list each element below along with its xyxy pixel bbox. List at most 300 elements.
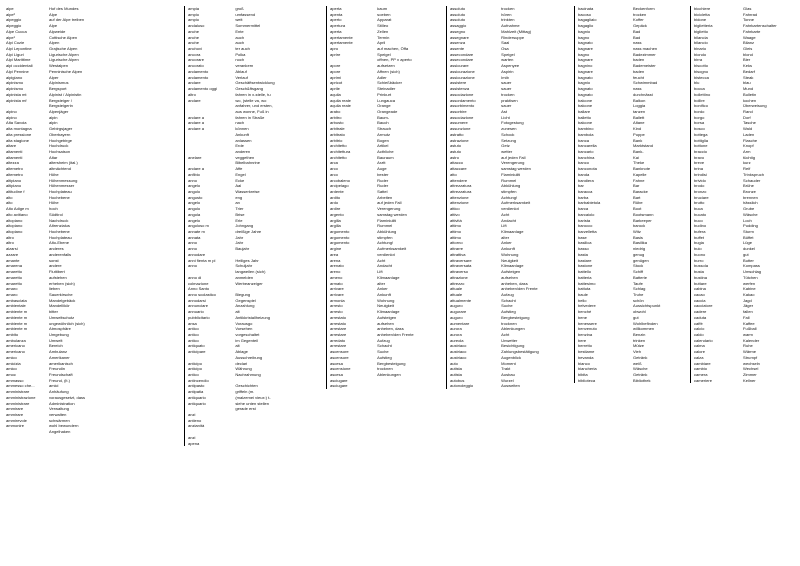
dictionary-entry: bustina bbox=[694, 274, 708, 280]
dictionary-entry: Barkeeper bbox=[633, 217, 652, 223]
dictionary-entry: bidone bbox=[694, 17, 707, 23]
dictionary-entry: andare a bbox=[188, 114, 204, 120]
dictionary-entry: alt bbox=[235, 309, 240, 315]
dictionary-entry: barocco bbox=[578, 223, 593, 229]
dictionary-entry: bagaglio bbox=[578, 23, 594, 29]
dictionary-entry: Klimaanlage bbox=[501, 263, 524, 269]
dictionary-entry: Alpweide bbox=[49, 28, 66, 34]
dictionary-entry: arbitrale bbox=[330, 126, 345, 132]
dictionary-entry: astratto bbox=[450, 131, 464, 137]
dictionary-entry: Bogen bbox=[377, 137, 389, 143]
dictionary-entry: willkommen bbox=[633, 326, 655, 332]
dictionary-entry: trinken bbox=[633, 337, 646, 343]
translation-subcolumn-3a bbox=[633, 6, 688, 383]
dictionary-entry: alpi occidentali bbox=[6, 63, 33, 69]
dictionary-entry: attuale bbox=[450, 291, 463, 297]
dictionary-entry: associazione bbox=[450, 114, 474, 120]
dictionary-entry: Wohlbefinden bbox=[633, 320, 658, 326]
dictionary-entry: sonst bbox=[49, 257, 59, 263]
dictionary-entry: astuto bbox=[450, 143, 462, 149]
dictionary-entry: Strauch bbox=[377, 126, 392, 132]
dictionary-entry: bottega bbox=[694, 131, 708, 137]
dictionary-entry: amministrare bbox=[6, 400, 30, 406]
dictionary-entry: Rübe bbox=[633, 200, 643, 206]
dictionary-entry: auguro bbox=[450, 314, 463, 320]
dictionary-entry: bagnato bbox=[578, 74, 593, 80]
dictionary-entry: balcone bbox=[578, 120, 593, 126]
dictionary-entry: Ankunft bbox=[377, 291, 391, 297]
dictionary-entry: annodare bbox=[188, 251, 206, 257]
dictionary-entry: Ablauf bbox=[235, 68, 247, 74]
dictionary-entry: Neuigkeit bbox=[377, 303, 395, 309]
dictionary-entry: Ausschreibung bbox=[235, 354, 263, 360]
dictionary-entry: bagagliaio bbox=[578, 17, 597, 23]
dictionary-entry: Brühe bbox=[743, 183, 754, 189]
dictionary-entry: Grube bbox=[743, 206, 755, 212]
dictionary-entry: Hof des Mundes bbox=[49, 6, 79, 11]
dictionary-entry: assegnare bbox=[450, 34, 469, 40]
dictionary-entry: anticipo bbox=[188, 366, 202, 372]
dictionary-entry: Verlauf bbox=[235, 74, 248, 80]
dictionary-entry: Fall bbox=[743, 314, 750, 320]
dictionary-entry: anno bbox=[188, 246, 198, 252]
dictionary-entry: Anzahlung bbox=[235, 303, 255, 309]
dictionary-entry: aurora bbox=[450, 331, 462, 337]
dictionary-entry: Orangeade bbox=[377, 108, 398, 114]
dictionary-entry: attendere bbox=[450, 177, 468, 183]
dictionary-entry: astro bbox=[450, 154, 459, 160]
dictionary-entry: Arbeiten bbox=[377, 194, 393, 200]
dictionary-entry: buffet bbox=[694, 234, 705, 240]
dictionary-entry: Baracke bbox=[633, 189, 648, 194]
dictionary-entry: Wärme bbox=[743, 349, 757, 355]
dictionary-entry: berretto bbox=[578, 343, 592, 349]
dictionary-entry: Kaffee bbox=[743, 320, 755, 326]
dictionary-entry: wo, (stelle va, wo bbox=[235, 97, 267, 103]
dictionary-entry: Zimmer bbox=[743, 372, 757, 377]
dictionary-entry: stimpfen bbox=[377, 234, 393, 240]
dictionary-entry: Gegenspiel bbox=[235, 297, 256, 303]
dictionary-entry: amico bbox=[6, 366, 17, 372]
dictionary-entry: Wäsche bbox=[633, 366, 648, 372]
dictionary-entry: Sattel bbox=[377, 189, 388, 194]
dictionary-entry: budino bbox=[694, 223, 707, 229]
dictionary-entry: barista bbox=[578, 217, 591, 223]
dictionary-entry: alpino bbox=[6, 114, 17, 120]
dictionary-entry: Ecke bbox=[235, 177, 245, 183]
dictionary-entry: Alper bbox=[49, 74, 59, 80]
dictionary-entry: alpinismo bbox=[6, 80, 24, 86]
dictionary-entry: Reif bbox=[743, 166, 751, 172]
dictionary-entry: anzianità bbox=[188, 423, 205, 429]
dictionary-entry: bere bbox=[578, 337, 587, 343]
dictionary-entry: altopiano bbox=[6, 229, 23, 235]
dictionary-entry: Armutz bbox=[377, 131, 390, 137]
dictionary-entry: auf machen, Öffa bbox=[377, 46, 409, 52]
dictionary-entry: bufera bbox=[694, 229, 706, 235]
dictionary-entry: Schuljahr bbox=[235, 263, 253, 269]
dictionary-entry: Werbeanzeiger bbox=[235, 280, 263, 286]
dictionary-entry: barzelletta bbox=[578, 229, 597, 235]
dictionary-entry: Aufzug bbox=[377, 337, 390, 343]
dictionary-entry: Aal bbox=[235, 183, 242, 189]
dictionary-entry: asciugare bbox=[330, 377, 348, 383]
dictionary-entry: bagno bbox=[578, 51, 590, 57]
dictionary-entry: cacao bbox=[694, 291, 705, 297]
dictionary-entry: aquila reale bbox=[330, 103, 351, 109]
dictionary-entry: griffeln (m. bbox=[235, 389, 255, 395]
dictionary-entry: assente bbox=[450, 46, 465, 52]
dictionary-entry: veggethen bbox=[235, 154, 255, 160]
dictionary-entry: bastare bbox=[578, 257, 592, 263]
dictionary-entry: Bergbesteigung bbox=[377, 360, 406, 366]
dictionary-entry: Altane bbox=[633, 120, 645, 126]
dictionary-entry: americano bbox=[6, 349, 25, 355]
dictionary-column-4 bbox=[446, 6, 574, 389]
dictionary-entry: ardito bbox=[330, 194, 341, 200]
dictionary-entry: Loggia bbox=[633, 103, 646, 109]
dictionary-entry: autonoleggio bbox=[450, 383, 474, 389]
dictionary-entry: andamento bbox=[188, 74, 209, 80]
dictionary-entry: amaretto bbox=[6, 274, 22, 280]
dictionary-entry: Gepäck bbox=[633, 23, 647, 29]
dictionary-entry: Stilleo bbox=[377, 23, 389, 29]
dictionary-entry: Kapelle bbox=[633, 171, 647, 177]
dictionary-entry: Bademeister bbox=[633, 63, 656, 69]
dictionary-entry: weit bbox=[235, 17, 243, 23]
dictionary-entry: Batterie bbox=[633, 274, 647, 280]
dictionary-entry: attrazione bbox=[450, 274, 468, 280]
dictionary-entry: anmelden bbox=[235, 274, 254, 280]
dictionary-entry: Angelhaken bbox=[49, 429, 71, 435]
dictionary-entry: amaretto bbox=[6, 280, 22, 286]
dictionary-entry: Alto Adige m bbox=[6, 206, 29, 212]
headword-subcolumn-1b bbox=[188, 6, 235, 446]
dictionary-entry: arrestato bbox=[330, 320, 346, 326]
dictionary-entry: trinkten bbox=[501, 17, 515, 23]
headword-subcolumn-2b bbox=[450, 6, 501, 389]
dictionary-entry: Währung bbox=[235, 366, 252, 372]
dictionary-entry: Erde bbox=[235, 143, 244, 149]
dictionary-entry: cambiare bbox=[694, 360, 711, 366]
dictionary-entry: Acht bbox=[501, 331, 510, 337]
dictionary-entry: buttare bbox=[694, 280, 707, 286]
dictionary-entry: Sauerkirsche bbox=[49, 291, 73, 297]
dictionary-entry: anderes bbox=[49, 246, 64, 252]
translation-subcolumn-1b bbox=[235, 6, 324, 412]
dictionary-entry: bevanda bbox=[578, 354, 594, 360]
dictionary-entry: aufsehen bbox=[377, 320, 394, 326]
dictionary-entry: Mütze bbox=[633, 343, 645, 349]
dictionary-entry: Alpen bbox=[49, 40, 60, 46]
dictionary-entry: arrivare bbox=[330, 291, 344, 297]
dictionary-entry: brennen bbox=[743, 194, 758, 200]
dictionary-entry: genug bbox=[633, 251, 645, 257]
dictionary-entry: bancario bbox=[578, 148, 594, 154]
dictionary-entry: arco bbox=[330, 166, 338, 172]
dictionary-entry: amaretto bbox=[6, 269, 22, 275]
dictionary-entry: argine bbox=[330, 246, 342, 252]
dictionary-entry: Klimaanlage bbox=[501, 229, 524, 235]
dictionary-entry: nach bbox=[235, 120, 245, 126]
dictionary-entry: bugia bbox=[694, 240, 704, 246]
dictionary-entry: Büffet bbox=[743, 234, 754, 240]
dictionary-entry: amaro bbox=[6, 286, 18, 292]
dictionary-entry: bravo bbox=[694, 154, 705, 160]
dictionary-entry: Bulletin bbox=[743, 91, 757, 97]
dictionary-entry: Balkon bbox=[633, 97, 646, 103]
dictionary-entry: Bergsteigerin bbox=[49, 103, 73, 109]
dictionary-column-6 bbox=[690, 6, 796, 383]
dictionary-entry: attività bbox=[450, 217, 462, 223]
dictionary-entry: Rand bbox=[743, 108, 753, 114]
translation-subcolumn-3b bbox=[743, 6, 794, 383]
dictionary-entry: austriaco bbox=[450, 354, 467, 360]
dictionary-entry: caduta bbox=[694, 314, 707, 320]
dictionary-entry: attrezzatura bbox=[450, 189, 472, 194]
dictionary-entry: annata bbox=[188, 234, 201, 240]
dictionary-entry: stimpfen bbox=[501, 189, 517, 194]
dictionary-entry: amerikanisch bbox=[49, 360, 73, 366]
dictionary-entry: ambientale bbox=[6, 303, 26, 309]
dictionary-entry: aprire bbox=[330, 51, 341, 57]
dictionary-entry: bester bbox=[377, 171, 389, 177]
dictionary-entry: caldo bbox=[694, 331, 704, 337]
dictionary-entry: Amerikaner bbox=[49, 354, 70, 360]
dictionary-entry: Aufzug bbox=[501, 291, 514, 297]
dictionary-entry: attaccare bbox=[450, 166, 467, 172]
dictionary-entry: attrarre bbox=[450, 246, 464, 252]
dictionary-entry: aumentare bbox=[450, 320, 470, 326]
dictionary-entry: biglietteria bbox=[694, 23, 713, 29]
dictionary-entry: Altrenzialus bbox=[49, 223, 70, 229]
dictionary-entry: verwalten bbox=[49, 412, 67, 418]
dictionary-entry: arredato bbox=[330, 337, 346, 343]
dictionary-entry: Termin bbox=[377, 34, 390, 40]
dictionary-entry: Wäsche bbox=[743, 211, 758, 217]
dictionary-entry: caffè bbox=[694, 320, 703, 326]
dictionary-entry: Theke bbox=[633, 160, 645, 166]
dictionary-entry: anheben/den Frente bbox=[501, 286, 538, 292]
dictionary-entry: bosco bbox=[694, 126, 705, 132]
dictionary-entry: Bauch bbox=[377, 120, 389, 126]
dictionary-entry: aurora bbox=[450, 326, 462, 332]
dictionary-entry: Freundin bbox=[49, 366, 65, 372]
dictionary-entry: Schacht bbox=[377, 343, 392, 349]
dictionary-entry: amicizia bbox=[6, 360, 21, 366]
dictionary-entry: arco bbox=[330, 171, 338, 177]
dictionary-entry: Puppe bbox=[633, 131, 645, 137]
dictionary-entry: gerade erst bbox=[235, 406, 256, 412]
dictionary-entry: Alpi Lepontine bbox=[6, 46, 32, 52]
dictionary-entry: baracca bbox=[578, 189, 593, 194]
dictionary-entry: kochen bbox=[743, 97, 757, 103]
dictionary-entry: Geschäftsentwicklung bbox=[235, 80, 275, 86]
dictionary-entry: Johngang bbox=[235, 223, 254, 229]
dictionary-entry: angelo bbox=[188, 200, 201, 206]
dictionary-entry: Bedarf bbox=[743, 68, 755, 74]
dictionary-entry: April bbox=[377, 40, 386, 46]
dictionary-entry: bussola bbox=[694, 263, 708, 269]
dictionary-entry: Keks bbox=[743, 63, 753, 69]
dictionary-entry: Getz bbox=[501, 143, 510, 149]
dictionary-entry: Trakt bbox=[501, 366, 511, 372]
dictionary-entry: ter auch bbox=[235, 46, 250, 52]
dictionary-entry: argento bbox=[330, 211, 344, 217]
dictionary-entry: fallen bbox=[743, 309, 753, 315]
dictionary-entry: Stock bbox=[633, 263, 644, 269]
dictionary-entry: Gleis bbox=[743, 46, 753, 52]
dictionary-entry: ancora bbox=[188, 51, 201, 57]
dictionary-entry: Kind bbox=[633, 126, 642, 132]
dictionary-entry: gut bbox=[743, 251, 749, 257]
dictionary-entry: gut bbox=[633, 314, 639, 320]
dictionary-entry: amaro bbox=[6, 291, 18, 297]
dictionary-entry: alpin bbox=[49, 114, 58, 120]
dictionary-entry: cacciatore bbox=[694, 303, 713, 309]
dictionary-entry: amministrazione bbox=[6, 394, 36, 400]
dictionary-entry: Besichtigung bbox=[501, 343, 525, 349]
dictionary-entry: Hochdruck bbox=[49, 143, 69, 149]
dictionary-entry: bagnato bbox=[578, 86, 593, 92]
dictionary-entry: (malzemei vieux:) t- bbox=[235, 394, 271, 400]
dictionary-entry: Vorausgo bbox=[235, 320, 253, 326]
dictionary-entry: Bereich bbox=[49, 343, 63, 349]
dictionary-entry: alpe² bbox=[6, 11, 15, 17]
dictionary-entry: calendario bbox=[694, 337, 713, 343]
dictionary-entry: Umweltschutz bbox=[49, 314, 75, 320]
dictionary-entry: schön bbox=[633, 297, 644, 303]
dictionary-entry: bruciare bbox=[694, 194, 709, 200]
dictionary-entry: Affnen (sich) bbox=[377, 68, 400, 74]
dictionary-entry: barba bbox=[578, 194, 589, 200]
dictionary-entry: Knopf bbox=[743, 143, 754, 149]
dictionary-entry: Ligurische Alpen bbox=[49, 57, 79, 63]
dictionary-entry: ambiente m bbox=[6, 326, 28, 332]
dictionary-entry: Acht bbox=[377, 257, 386, 263]
dictionary-entry: altopiano bbox=[6, 223, 23, 229]
dictionary-entry: alpe¹ bbox=[6, 34, 15, 40]
dictionary-entry: blond bbox=[743, 51, 753, 57]
dictionary-entry: anno bbox=[188, 177, 198, 183]
dictionary-entry: Höhe bbox=[49, 200, 59, 206]
dictionary-entry: altemetro bbox=[6, 171, 23, 177]
dictionary-entry: benessere bbox=[578, 320, 597, 326]
dictionary-entry: austriaco bbox=[450, 349, 467, 355]
dictionary-entry: Umschlag bbox=[743, 269, 762, 275]
dictionary-entry: benvenuto bbox=[578, 326, 597, 332]
dictionary-entry: altro bbox=[6, 240, 14, 246]
dictionary-entry: cambio bbox=[694, 366, 708, 372]
dictionary-entry: Administration bbox=[49, 400, 75, 406]
dictionary-entry: Pudding bbox=[743, 223, 758, 229]
dictionary-entry: sauer bbox=[501, 86, 512, 92]
translation-subcolumn-1a bbox=[49, 6, 180, 435]
dictionary-entry: Arztt bbox=[377, 160, 386, 166]
dictionary-entry: Ablenkungen bbox=[377, 372, 401, 377]
dictionary-entry: arcobaleno bbox=[330, 177, 351, 183]
dictionary-entry: Atmosphäre bbox=[49, 326, 71, 332]
dictionary-entry: wohl bewundern bbox=[49, 423, 79, 429]
dictionary-entry: Schlag bbox=[633, 286, 646, 292]
dictionary-entry: Abkühlung bbox=[377, 229, 397, 235]
dictionary-entry: alpin bbox=[49, 120, 58, 126]
dictionary-entry: andare bbox=[188, 80, 201, 86]
dictionary-entry: barbabietola bbox=[578, 200, 601, 206]
dictionary-entry: Acht bbox=[501, 211, 510, 217]
dictionary-entry: auf jeden Fall bbox=[377, 200, 402, 206]
dictionary-entry: alpe bbox=[6, 6, 14, 11]
dictionary-entry: Anker bbox=[377, 286, 388, 292]
dictionary-entry: auch bbox=[235, 40, 245, 46]
dictionary-entry: Westalpen bbox=[49, 63, 69, 69]
dictionary-entry: anticipare bbox=[188, 349, 206, 355]
dictionary-entry: attico bbox=[450, 206, 460, 212]
dictionary-entry: Badezimmer bbox=[633, 51, 656, 57]
dictionary-entry: feucht bbox=[633, 74, 645, 80]
dictionary-entry: angolo bbox=[188, 189, 201, 194]
dictionary-entry: Kellner bbox=[743, 377, 756, 383]
dictionary-entry: Flasche bbox=[743, 137, 758, 143]
dictionary-entry: basilica bbox=[578, 240, 592, 246]
dictionary-entry: Freund, (it.) bbox=[49, 377, 70, 383]
dictionary-entry: ascensione bbox=[330, 366, 351, 372]
dictionary-entry: attrezzatura bbox=[450, 183, 472, 189]
dictionary-entry: Ablage bbox=[235, 349, 248, 355]
dictionary-entry: trocknen bbox=[501, 320, 517, 326]
dictionary-entry: angelo bbox=[188, 183, 201, 189]
dictionary-entry: anticipo bbox=[188, 360, 202, 366]
dictionary-entry: bicchiere bbox=[694, 6, 711, 11]
dictionary-entry: trocken bbox=[501, 6, 515, 11]
dictionary-entry: alt bbox=[235, 343, 240, 349]
dictionary-entry: Antikkristallheizung bbox=[235, 314, 270, 320]
dictionary-entry: Heiliges Jahr bbox=[235, 257, 259, 263]
dictionary-entry: amici bbox=[49, 383, 59, 389]
dictionary-entry: arcipelago bbox=[330, 183, 349, 189]
dictionary-entry: Nachdruck bbox=[49, 217, 69, 223]
dictionary-entry: Alpinist / Alpinistin bbox=[49, 91, 82, 97]
dictionary-entry: Baujahr bbox=[235, 246, 250, 252]
dictionary-entry: astrazione bbox=[450, 137, 469, 143]
dictionary-entry: assaggio bbox=[450, 23, 467, 29]
dictionary-entry: werfen bbox=[743, 280, 756, 286]
dictionary-entry: apro bbox=[330, 46, 339, 52]
dictionary-entry: ammirevole bbox=[6, 417, 27, 423]
dictionary-entry: Kalender bbox=[743, 337, 760, 343]
dictionary-entry: bagnato bbox=[578, 40, 593, 46]
dictionary-entry: Alpenjäger bbox=[49, 108, 69, 114]
dictionary-entry: arabo bbox=[330, 108, 341, 114]
dictionary-entry: Alpe bbox=[49, 11, 58, 17]
dictionary-entry: burro bbox=[694, 257, 704, 263]
dictionary-entry: Moment bbox=[501, 360, 516, 366]
dictionary-entry: alta stagione bbox=[6, 137, 29, 143]
dictionary-entry: Imib bbox=[501, 74, 509, 80]
dictionary-entry: biglietto bbox=[694, 28, 708, 34]
dictionary-entry: amministrare bbox=[6, 389, 30, 395]
dictionary-entry: attimo bbox=[450, 223, 462, 229]
dictionary-entry: Ente bbox=[235, 28, 244, 34]
dictionary-entry: auch bbox=[235, 34, 245, 40]
dictionary-entry: Jahr bbox=[235, 240, 244, 246]
dictionary-entry: Ruder bbox=[377, 177, 389, 183]
dictionary-entry: Rindersuppe bbox=[501, 34, 525, 40]
dictionary-entry: Apparat bbox=[377, 17, 392, 23]
dictionary-entry: arrestato bbox=[330, 314, 346, 320]
dictionary-entry: Brise bbox=[235, 211, 245, 217]
dictionary-entry: vorausgesetzt, dass bbox=[49, 394, 85, 400]
